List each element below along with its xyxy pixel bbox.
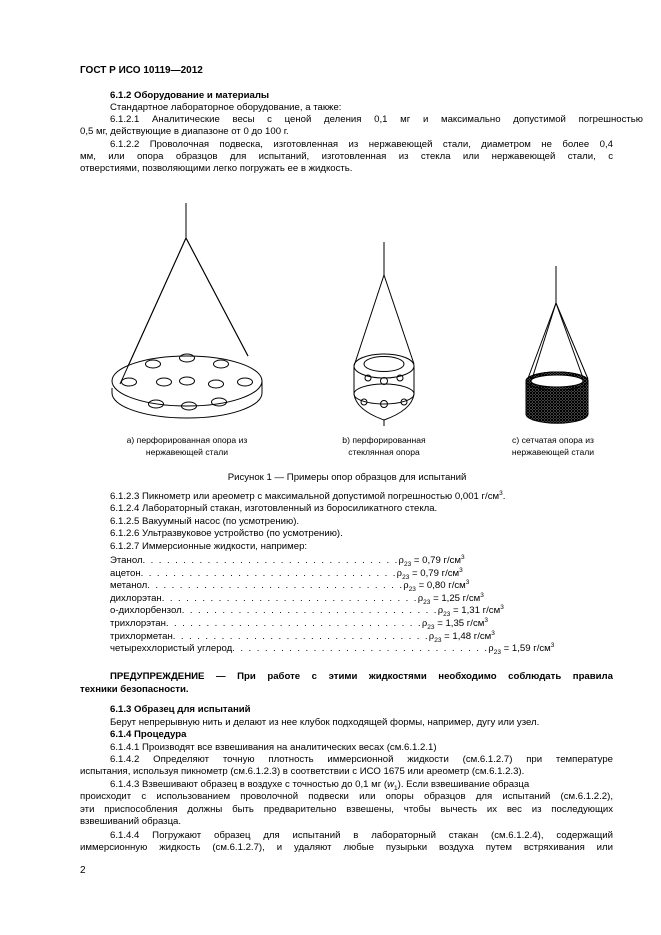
immersion-liquids-list: [110, 553, 555, 657]
paragraph-6127: 6.1.2.7 Иммерсионные жидкости, например:: [110, 541, 308, 552]
liquid-row: о-дихлорбензол . . . . . . . . . . . . . . . . . . . . . . . . . . . . . . . . $\rho_{23} = 1,31$ $г/см^3$: [110, 604, 504, 619]
document-code: ГОСТ Р ИСО 10119—2012: [80, 65, 203, 76]
liquid-name: ацетон: [110, 567, 141, 579]
figure-1-illustrations: [0, 195, 661, 435]
liquid-row: ацетон . . . . . . . . . . . . . . . . . . . . . . . . . . . . . . . . $\rho_{23} = 0,79$ $г/см^3$: [110, 566, 463, 581]
paragraph-6143-line1: 6.1.4.3 Взвешивают образец в воздухе с точностью до 0,1 мг $(w_1)$. Если взвешивание образца: [110, 779, 530, 792]
liquid-row: трихлорметан . . . . . . . . . . . . . . . . . . . . . . . . . . . . . . . . $\rho_{23} = 1,48$ $г/см^3$: [110, 629, 495, 644]
paragraph-6122-line1: 6.1.2.2 Проволочная подвеска, изготовленная из нержавеющей стали, диаметром не более 0,4: [110, 139, 613, 150]
paragraph-6144-line1: 6.1.4.4 Погружают образец для испытаний в лабораторный стакан (см.6.1.2.4), содержащий: [110, 830, 613, 841]
paragraph-6141: 6.1.4.1 Производят все взвешивания на аналитических весах (см.6.1.2.1): [110, 742, 437, 753]
paragraph-6122-line2: мм, или опора образцов для испытаний, изготовленная из стекла или нержавеющей стали, с: [80, 151, 613, 162]
paragraph-6142-line1: 6.1.4.2 Определяют точную плотность иммерсионной жидкости (см.6.1.2.7) при температуре: [110, 754, 613, 765]
liquid-row: Этанол . . . . . . . . . . . . . . . . . . . . . . . . . . . . . . . . $\rho_{23} = 0,79$ $г/см^3$: [110, 553, 465, 568]
paragraph-6122-line3: отверстиями, позволяющими легко погружать ее в жидкость.: [80, 163, 353, 174]
perforated-steel-support-drawing: [112, 203, 262, 418]
warning-line2: техники безопасности.: [80, 684, 189, 695]
liquid-density: = 1,31 г/см: [450, 605, 501, 617]
perforated-glass-support-drawing: [354, 242, 414, 426]
caption-c-line2: нержавеющей стали: [511, 447, 595, 457]
liquid-name: четыреххлористый углерод: [110, 643, 233, 655]
paragraph-6124: 6.1.2.4 Лабораторный стакан, изготовленный из боросиликатного стекла.: [110, 503, 438, 514]
liquid-density: = 1,25 г/см: [430, 592, 481, 604]
liquid-name: трихлорэтан: [110, 617, 166, 629]
liquid-density: = 1,35 г/см: [434, 617, 485, 629]
page-number: 2: [80, 865, 86, 876]
paragraph-6142-line2: испытания, используя пикнометр (см.6.1.2.3) в соответствии с ИСО 1675 или ареометр (см.6.1.2.3).: [80, 766, 525, 777]
liquid-name: трихлорметан: [110, 630, 173, 642]
caption-b-line2: стеклянная опора: [348, 447, 420, 457]
mesh-steel-support-drawing: [526, 266, 588, 423]
figure-title: Рисунок 1 — Примеры опор образцов для испытаний: [227, 472, 467, 483]
paragraph-6143-line3: эти приспособления должны быть предварительно взвешены, чтобы вычесть их вес из последующих: [80, 804, 613, 815]
warning-line1: ПРЕДУПРЕЖДЕНИЕ — При работе с этими жидкостями необходимо соблюдать правила: [110, 671, 613, 682]
liquid-name: о-дихлорбензол: [110, 605, 182, 617]
caption-a-line2: нержавеющей стали: [145, 447, 229, 457]
liquid-density: = 1,59 г/см: [500, 643, 551, 655]
paragraph-6123: 6.1.2.3 Пикнометр или ареометр с максимальной допустимой погрешностью 0,001 $г/см^3$.: [110, 489, 506, 502]
liquid-row: трихлорэтан . . . . . . . . . . . . . . . . . . . . . . . . . . . . . . . . $\rho_{23} = 1,35$ $г/см^3$: [110, 616, 488, 631]
section-613-text: Берут непрерывную нить и делают из нее клубок подходящей формы, например, дугу или узел.: [110, 717, 540, 728]
liquid-density: = 1,48 г/см: [441, 630, 492, 642]
liquid-density: = 0,80 г/см: [415, 580, 466, 592]
section-613-title: 6.1.3 Образец для испытаний: [110, 704, 251, 715]
section-614-title: 6.1.4 Процедура: [110, 729, 187, 740]
liquid-name: Этанол: [110, 555, 143, 566]
paragraph-6121-line1: 6.1.2.1 Аналитические весы с ценой деления 0,1 мг и максимально допустимой погрешностью: [110, 114, 643, 125]
section-612-title: 6.1.2 Оборудование и материалы: [110, 90, 270, 101]
paragraph-6144-line2: иммерсионную жидкость (см.6.1.2.7), и удаляют любые пузырьки воздуха путем встряхивания или: [80, 842, 613, 853]
paragraph-6126: 6.1.2.6 Ультразвуковое устройство (по усмотрению).: [110, 528, 343, 539]
liquid-row: метанол . . . . . . . . . . . . . . . . . . . . . . . . . . . . . . . . $\rho_{23} = 0,80$ $г/см^3$: [110, 579, 470, 594]
caption-b-line1: b) перфорированная: [342, 435, 426, 445]
paragraph-6121-line2: 0,5 мг, действующие в диапазоне от 0 до 100 г.: [80, 126, 289, 137]
section-612-intro: Стандартное лабораторное оборудование, а также:: [110, 102, 342, 113]
paragraph-6125: 6.1.2.5 Вакуумный насос (по усмотрению).: [110, 516, 300, 527]
paragraph-6143-line2: происходит с использованием проволочной подвески или опоры образцов для испытаний (см.6.1.2.2),: [80, 791, 613, 802]
liquid-row: дихлорэтан . . . . . . . . . . . . . . . . . . . . . . . . . . . . . . . . $\rho_{23} = 1,25$ $г/см^3$: [110, 591, 484, 606]
liquid-density: = 0,79 г/см: [409, 567, 460, 579]
caption-a-line1: а) перфорированная опора из: [126, 435, 248, 445]
liquid-row: четыреххлористый углерод . . . . . . . . . . . . . . . . . . . . . . . . . . . . . . . . $\rho_{23} = 1,59$ $г/см^3$: [110, 641, 555, 657]
caption-c-line1: с) сетчатая опора из: [512, 435, 594, 445]
liquid-density: = 0,79 г/см: [411, 555, 462, 566]
liquid-name: дихлорэтан: [110, 592, 162, 604]
paragraph-6143-line4: взвешиваний образца.: [80, 816, 182, 827]
liquid-name: метанол: [110, 580, 148, 592]
